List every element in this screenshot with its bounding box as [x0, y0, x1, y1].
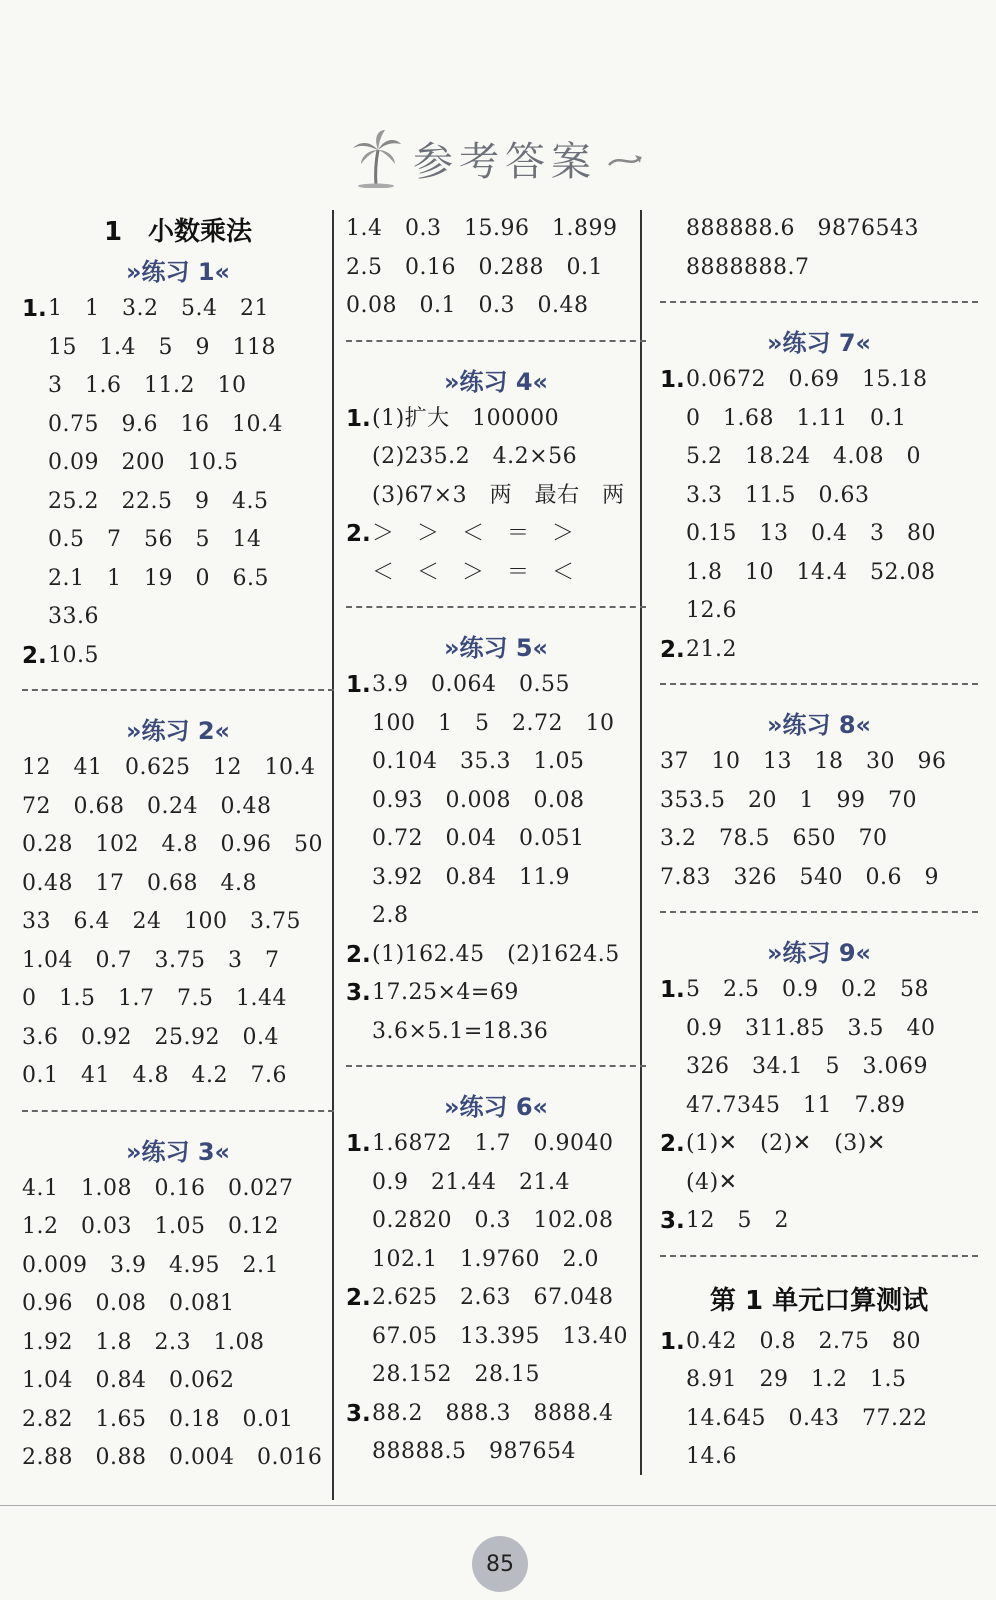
answer-row — [660, 971, 978, 1010]
palm-tree-icon — [349, 128, 403, 188]
answer-text: 4.1 1.08 0.16 0.027 — [22, 1175, 294, 1201]
answer-text: 1.04 0.7 3.75 3 7 — [22, 947, 280, 973]
answer-text: 0.42 0.8 2.75 80 — [686, 1328, 921, 1354]
indent-spacer — [346, 1241, 372, 1280]
answer-text: 10.5 — [48, 642, 99, 668]
indent-spacer — [660, 1087, 686, 1126]
answer-column-3 — [660, 210, 978, 1477]
answer-text: 25.2 22.5 9 4.5 — [48, 488, 269, 514]
indent-spacer — [660, 592, 686, 631]
answer-row — [22, 1324, 334, 1363]
answer-text: 2.8 — [372, 903, 409, 928]
answer-row — [22, 942, 334, 981]
answer-text: 12 5 2 — [686, 1208, 789, 1233]
answer-row — [22, 903, 334, 942]
answer-text: 88.2 888.3 8888.4 — [372, 1400, 614, 1426]
question-number: 1. — [660, 1328, 685, 1355]
answer-row — [660, 1323, 978, 1362]
answer-text: (1)162.45 (2)1624.5 — [372, 941, 620, 967]
answer-text: 2.1 1 19 0 6.5 — [48, 565, 269, 591]
answer-row — [346, 1013, 646, 1052]
indent-spacer — [660, 1400, 686, 1439]
indent-spacer — [22, 367, 48, 406]
question-number: 2. — [660, 1131, 685, 1157]
exercise-heading: »练习 5« — [443, 634, 549, 662]
answer-row — [346, 210, 646, 249]
answer-text: ＞ ＞ ＜ ＝ ＞ — [372, 521, 575, 546]
section-divider — [660, 301, 978, 303]
answer-text: 0.1 41 4.8 4.2 7.6 — [22, 1063, 287, 1088]
answer-text: (2)235.2 4.2×56 — [372, 444, 578, 469]
answer-row — [346, 1433, 646, 1472]
indent-spacer — [346, 1433, 372, 1472]
answer-row — [346, 515, 646, 554]
footer-line — [0, 1505, 996, 1506]
question-number: 2. — [346, 1285, 371, 1311]
exercise-heading: »练习 2« — [125, 717, 231, 745]
indent-spacer — [660, 400, 686, 439]
answer-text: 37 10 13 18 30 96 — [660, 749, 947, 774]
indent-spacer — [660, 1361, 686, 1400]
section-divider — [22, 689, 334, 691]
answer-row — [346, 477, 646, 516]
page-number: 85 — [472, 1536, 528, 1592]
answer-text: 888888.6 9876543 — [686, 216, 919, 241]
answer-row — [22, 1247, 334, 1286]
answer-row — [346, 897, 646, 936]
answer-row — [346, 782, 646, 821]
indent-spacer — [660, 477, 686, 516]
indent-spacer — [22, 406, 48, 445]
indent-spacer — [660, 438, 686, 477]
question-number: 3. — [346, 1400, 371, 1427]
indent-spacer — [346, 897, 372, 936]
answer-row — [22, 444, 334, 483]
answer-row — [346, 1241, 646, 1280]
answer-text: 2.88 0.88 0.004 0.016 — [22, 1445, 323, 1470]
section-divider — [22, 1110, 334, 1112]
answer-row — [660, 631, 978, 670]
answer-text: 14.645 0.43 77.22 — [686, 1405, 928, 1431]
answer-text: (3)67×3 两 最右 两 — [372, 482, 625, 508]
section-divider — [346, 606, 646, 608]
answer-text: 0.104 35.3 1.05 — [372, 749, 585, 774]
answer-row — [22, 1057, 334, 1096]
unit-heading: 第 1 单元口算测试 — [709, 1285, 929, 1316]
answer-row — [346, 400, 646, 439]
answer-text: 0.0672 0.69 15.18 — [686, 367, 928, 392]
indent-spacer — [346, 859, 372, 898]
indent-spacer — [346, 1164, 372, 1203]
answer-row — [660, 820, 978, 859]
answer-row — [346, 1202, 646, 1241]
indent-spacer — [346, 1013, 372, 1052]
answer-text: 2.625 2.63 67.048 — [372, 1285, 614, 1310]
answer-text: 0.2820 0.3 102.08 — [372, 1208, 614, 1233]
question-number: 2. — [22, 642, 47, 669]
indent-spacer — [660, 554, 686, 593]
indent-spacer — [346, 1356, 372, 1395]
section-divider — [660, 683, 978, 685]
question-number: 2. — [346, 521, 371, 547]
answer-row — [346, 743, 646, 782]
exercise-heading: »练习 4« — [443, 367, 549, 396]
answer-row — [346, 438, 646, 477]
indent-spacer — [346, 554, 372, 593]
exercise-heading: »练习 9« — [766, 939, 872, 967]
answer-row — [346, 974, 646, 1013]
answer-text: 88888.5 987654 — [372, 1439, 576, 1464]
indent-spacer — [22, 521, 48, 560]
answer-row — [660, 554, 978, 593]
answer-row — [346, 1279, 646, 1318]
answer-column-2 — [346, 210, 646, 1472]
answer-row — [346, 1356, 646, 1395]
answer-text: 3.2 78.5 650 70 — [660, 826, 888, 851]
indent-spacer — [346, 477, 372, 516]
answer-text: 0 1.68 1.11 0.1 — [686, 405, 907, 431]
answer-text: 72 0.68 0.24 0.48 — [22, 793, 272, 819]
answer-text: 0.15 13 0.4 3 80 — [686, 521, 936, 546]
answer-text: 0.09 200 10.5 — [48, 450, 239, 475]
answer-text: 12 41 0.625 12 10.4 — [22, 755, 316, 780]
answer-text: 1.2 0.03 1.05 0.12 — [22, 1214, 279, 1239]
answer-text: 1.04 0.84 0.062 — [22, 1368, 235, 1393]
answer-text: (4)✕ — [686, 1169, 738, 1195]
answer-row — [346, 1164, 646, 1203]
indent-spacer — [346, 705, 372, 744]
answer-row — [22, 483, 334, 522]
answer-text: 1.8 10 14.4 52.08 — [686, 559, 936, 585]
page-header — [0, 118, 996, 198]
answer-text: 3.3 11.5 0.63 — [686, 482, 870, 508]
question-number: 1. — [660, 977, 685, 1003]
answer-row — [660, 592, 978, 631]
answer-text: 3.6 0.92 25.92 0.4 — [22, 1024, 279, 1050]
answer-text: 33 6.4 24 100 3.75 — [22, 909, 301, 934]
answer-text: 3.9 0.064 0.55 — [372, 672, 570, 697]
answer-text: 17.25×4=69 — [372, 980, 519, 1005]
indent-spacer — [346, 782, 372, 821]
answer-row — [660, 249, 978, 288]
indent-spacer — [660, 249, 686, 288]
answer-text: (1)✕ (2)✕ (3)✕ — [686, 1131, 886, 1156]
answer-text: ＜ ＜ ＞ ＝ ＜ — [372, 559, 575, 585]
answer-text: 15 1.4 5 9 118 — [48, 334, 276, 360]
answer-row — [22, 560, 334, 599]
answer-row — [660, 1202, 978, 1241]
answer-row — [346, 859, 646, 898]
answer-text: 0.08 0.1 0.3 0.48 — [346, 293, 589, 318]
answer-row — [346, 249, 646, 288]
exercise-heading: »练习 7« — [766, 329, 872, 357]
answer-row — [660, 515, 978, 554]
answer-row — [22, 749, 334, 788]
answer-row — [22, 980, 334, 1019]
answer-text: 0.5 7 56 5 14 — [48, 527, 262, 552]
question-number: 1. — [660, 367, 685, 393]
answer-row — [346, 936, 646, 975]
answer-row — [22, 1019, 334, 1058]
indent-spacer — [660, 1010, 686, 1049]
answer-text: 102.1 1.9760 2.0 — [372, 1246, 599, 1272]
answer-text: 353.5 20 1 99 70 — [660, 787, 917, 813]
answer-row — [660, 1164, 978, 1203]
answer-row — [22, 1362, 334, 1401]
answer-column-1 — [22, 210, 334, 1478]
indent-spacer — [22, 560, 48, 599]
section-divider — [660, 911, 978, 913]
answer-text: 326 34.1 5 3.069 — [686, 1054, 928, 1079]
indent-spacer — [660, 1438, 686, 1477]
answer-text: 100 1 5 2.72 10 — [372, 710, 615, 736]
answer-text: 0.96 0.08 0.081 — [22, 1291, 235, 1316]
answer-row — [22, 637, 334, 676]
answer-text: 14.6 — [686, 1444, 737, 1469]
question-number: 3. — [660, 1208, 685, 1234]
answer-row — [660, 1048, 978, 1087]
answer-text: 3 1.6 11.2 10 — [48, 373, 247, 398]
answer-text: 47.7345 11 7.89 — [686, 1092, 906, 1118]
page-title: 参考答案 — [413, 138, 597, 185]
answer-row — [22, 406, 334, 445]
question-number: 2. — [346, 941, 371, 968]
answer-row — [660, 438, 978, 477]
answer-text: 0.93 0.008 0.08 — [372, 787, 585, 813]
question-number: 1. — [346, 672, 371, 698]
answer-text: 7.83 326 540 0.6 9 — [660, 864, 939, 890]
answer-text: 0.9 311.85 3.5 40 — [686, 1015, 936, 1041]
indent-spacer — [346, 438, 372, 477]
answer-row — [22, 598, 334, 637]
answer-row — [660, 1438, 978, 1477]
answer-text: 0.72 0.04 0.051 — [372, 826, 585, 851]
answer-row — [660, 1087, 978, 1126]
answer-text: 0.9 21.44 21.4 — [372, 1169, 570, 1195]
answer-row — [22, 521, 334, 560]
answer-text: 0.75 9.6 16 10.4 — [48, 411, 283, 437]
question-number: 1. — [346, 1131, 371, 1157]
answer-text: 33.6 — [48, 604, 99, 629]
answer-row — [346, 1318, 646, 1357]
question-number: 1. — [22, 296, 47, 322]
exercise-heading: »练习 8« — [766, 711, 872, 739]
answer-text: 1.92 1.8 2.3 1.08 — [22, 1329, 265, 1355]
section-divider — [346, 340, 646, 342]
answer-row — [22, 329, 334, 368]
answer-row — [22, 1170, 334, 1209]
indent-spacer — [660, 515, 686, 554]
answer-text: 0.48 17 0.68 4.8 — [22, 870, 257, 896]
answer-row — [22, 1208, 334, 1247]
answer-row — [346, 287, 646, 326]
answer-text: 3.92 0.84 11.9 — [372, 864, 570, 890]
indent-spacer — [346, 743, 372, 782]
question-number: 1. — [346, 405, 371, 432]
indent-spacer — [22, 598, 48, 637]
answer-row — [660, 782, 978, 821]
swirl-arrow-icon — [607, 143, 647, 173]
answer-text: 1.6872 1.7 0.9040 — [372, 1131, 614, 1156]
answer-row — [22, 367, 334, 406]
exercise-heading: »练习 6« — [443, 1093, 549, 1121]
answer-text: 0.009 3.9 4.95 2.1 — [22, 1252, 279, 1278]
section-divider — [346, 1065, 646, 1067]
indent-spacer — [346, 1318, 372, 1357]
answer-row — [346, 820, 646, 859]
exercise-heading: »练习 1« — [125, 258, 231, 286]
answer-row — [660, 859, 978, 898]
answer-row — [22, 1285, 334, 1324]
answer-text: 2.82 1.65 0.18 0.01 — [22, 1406, 294, 1432]
indent-spacer — [660, 1164, 686, 1203]
answer-row — [660, 210, 978, 249]
answer-text: 5.2 18.24 4.08 0 — [686, 444, 921, 469]
answer-text: 1 1 3.2 5.4 21 — [48, 296, 269, 321]
answer-row — [346, 1395, 646, 1434]
answer-row — [346, 666, 646, 705]
answer-row — [22, 1439, 334, 1478]
answer-text: 5 2.5 0.9 0.2 58 — [686, 977, 929, 1002]
answer-text: 8888888.7 — [686, 254, 810, 280]
answer-text: 28.152 28.15 — [372, 1362, 540, 1387]
answer-row — [22, 865, 334, 904]
indent-spacer — [346, 1202, 372, 1241]
answer-row — [660, 743, 978, 782]
answer-row — [22, 1401, 334, 1440]
answer-row — [660, 1125, 978, 1164]
answer-row — [346, 705, 646, 744]
unit-heading: 1 小数乘法 — [103, 217, 253, 247]
answer-row — [660, 477, 978, 516]
indent-spacer — [660, 210, 686, 249]
indent-spacer — [22, 329, 48, 368]
answer-row — [346, 554, 646, 593]
indent-spacer — [660, 1048, 686, 1087]
indent-spacer — [22, 444, 48, 483]
question-number: 2. — [660, 636, 685, 663]
answer-text: 0 1.5 1.7 7.5 1.44 — [22, 986, 287, 1011]
answer-text: 21.2 — [686, 636, 737, 662]
answer-row — [660, 1010, 978, 1049]
answer-row — [22, 788, 334, 827]
answer-text: 67.05 13.395 13.40 — [372, 1323, 628, 1349]
answer-text: 8.91 29 1.2 1.5 — [686, 1367, 907, 1392]
answer-text: 2.5 0.16 0.288 0.1 — [346, 254, 603, 280]
answer-row — [660, 400, 978, 439]
answer-row — [660, 361, 978, 400]
section-divider — [660, 1255, 978, 1257]
indent-spacer — [346, 820, 372, 859]
answer-row — [660, 1361, 978, 1400]
indent-spacer — [22, 483, 48, 522]
answer-row — [346, 1125, 646, 1164]
answer-text: 1.4 0.3 15.96 1.899 — [346, 216, 618, 241]
answer-text: (1)扩大 100000 — [372, 405, 560, 431]
answer-row — [22, 290, 334, 329]
answer-row — [660, 1400, 978, 1439]
answer-text: 12.6 — [686, 598, 737, 623]
answer-text: 0.28 102 4.8 0.96 50 — [22, 832, 323, 857]
answer-text: 3.6×5.1=18.36 — [372, 1018, 549, 1044]
exercise-heading: »练习 3« — [125, 1137, 231, 1166]
question-number: 3. — [346, 980, 371, 1006]
answer-row — [22, 826, 334, 865]
